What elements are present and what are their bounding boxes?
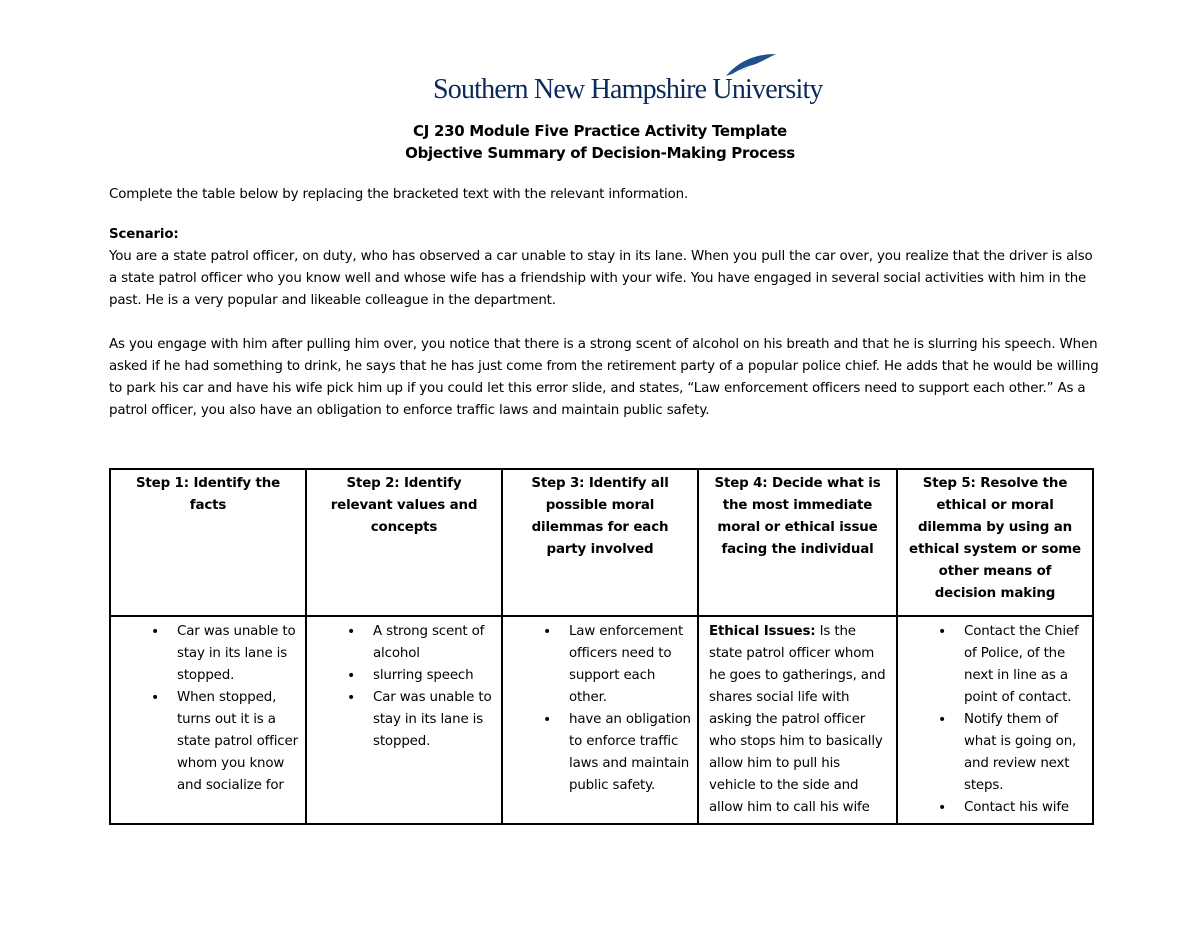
facts-list	[115, 621, 301, 797]
ethical-issue-text	[703, 621, 892, 819]
list-item: • When stopped, turns out it is a state patrol officer whom you know and socialize for	[177, 687, 301, 797]
list-item: • slurring speech	[373, 665, 497, 687]
cell-step-3[interactable]	[502, 616, 698, 824]
dilemmas-list	[507, 621, 693, 797]
decision-making-table	[109, 468, 1094, 825]
ethical-issues-body: Is the state patrol officer whom he goes to gatherings, and shares social life with asking the patrol officer who stops him to basically allow him to pull his vehicle to the side and allow him to call his wife	[709, 624, 886, 815]
list-item: • Notify them of what is going on, and review next steps.	[964, 709, 1088, 797]
ethical-issues-label: Ethical Issues:	[709, 624, 816, 639]
table-row	[110, 616, 1093, 824]
list-item: • Law enforcement officers need to support each other.	[569, 621, 693, 709]
header-step-1: Step 1: Identify the facts	[110, 469, 306, 616]
list-item: • have an obligation to enforce traffic laws and maintain public safety.	[569, 709, 693, 797]
header-step-3: Step 3: Identify all possible moral dilemmas for each party involved	[502, 469, 698, 616]
table-header-row	[110, 469, 1093, 616]
document-title-block	[0, 120, 1200, 164]
resolution-list	[902, 621, 1088, 819]
list-item: • Car was unable to stay in its lane is stopped.	[177, 621, 301, 687]
cell-step-1[interactable]	[110, 616, 306, 824]
page-title: CJ 230 Module Five Practice Activity Template	[413, 122, 787, 140]
values-list	[311, 621, 497, 753]
list-item: • A strong scent of alcohol	[373, 621, 497, 665]
instructions-text: Complete the table below by replacing the bracketed text with the relevant information.	[109, 187, 689, 202]
scenario-paragraph-1: You are a state patrol officer, on duty, who has observed a car unable to stay in its lane. When you pull the car over, you realize that the driver is also a state patrol officer who you know well and whose wife has a friendship with your wife. You have engaged in several social activities with him in the past. He is a very popular and likeable colleague in the department.	[109, 249, 1093, 308]
header-step-2: Step 2: Identify relevant values and concepts	[306, 469, 502, 616]
header-step-5: Step 5: Resolve the ethical or moral dilemma by using an ethical system or some other means of decision making	[897, 469, 1093, 616]
university-logo	[0, 52, 1200, 105]
page-subtitle: Objective Summary of Decision-Making Process	[405, 144, 795, 162]
list-item: • Contact the Chief of Police, of the next in line as a point of contact.	[964, 621, 1088, 709]
header-step-4: Step 4: Decide what is the most immediate moral or ethical issue facing the individual	[698, 469, 897, 616]
cell-step-5[interactable]	[897, 616, 1093, 824]
cell-step-2[interactable]	[306, 616, 502, 824]
list-item: • Contact his wife	[964, 797, 1088, 819]
logo-wordmark: Southern New Hampshire University	[433, 74, 823, 105]
scenario-paragraph-2: As you engage with him after pulling him over, you notice that there is a strong scent of alcohol on his breath and that he is slurring his speech. When asked if he had something to drink, he says that he has just come from the retirement party of a popular police chief. He adds that he would be willing to park his car and have his wife pick him up if you could let this error slide, and states, “Law enforcement officers need to support each other.” As a patrol officer, you also have an obligation to enforce traffic laws and maintain public safety.	[109, 337, 1099, 418]
scenario-label: Scenario:	[109, 227, 179, 242]
cell-step-4[interactable]	[698, 616, 897, 824]
list-item: • Car was unable to stay in its lane is stopped.	[373, 687, 497, 753]
